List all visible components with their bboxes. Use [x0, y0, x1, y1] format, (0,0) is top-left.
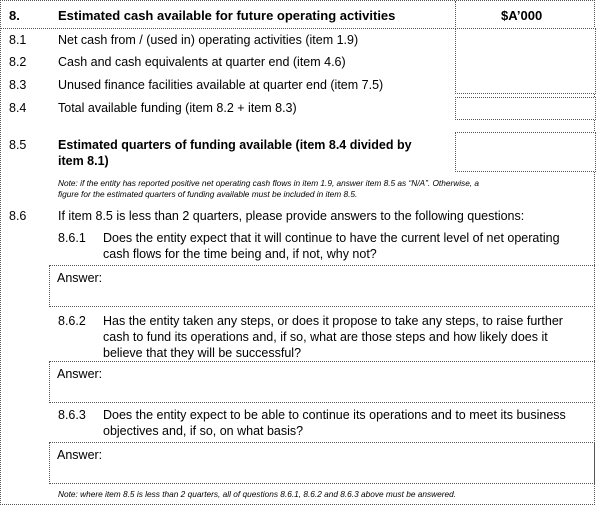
note-8-5-line2: figure for the estimated quarters of funding available must be included in item 8.5. [58, 189, 358, 199]
value-box-8-5[interactable] [455, 132, 596, 172]
question-number: 8.6.1 [58, 231, 86, 245]
question-number: 8.6.2 [58, 314, 86, 328]
item-8-5-label-line2: item 8.1) [58, 154, 109, 168]
section-number: 8. [9, 8, 20, 23]
note-8-5-line1: Note: if the entity has reported positive net operating cash flows in item 1.9, answer item 8.5 as “N/A”. Otherwise, a [58, 178, 480, 188]
value-box-8-4[interactable] [455, 97, 596, 120]
item-8-5-label-line1: Estimated quarters of funding available (item 8.4 divided by [58, 138, 412, 152]
answer-label: Answer: [57, 271, 103, 285]
item-label: Cash and cash equivalents at quarter end (item 4.6) [58, 55, 346, 69]
question-text-line: Has the entity taken any steps, or does it propose to take any steps, to raise further [103, 314, 563, 328]
item-number: 8.6 [9, 209, 27, 223]
answer-field-8-6-2[interactable] [49, 361, 595, 403]
question-number: 8.6.3 [58, 408, 86, 422]
item-number: 8.2 [9, 55, 27, 69]
item-number: 8.3 [9, 78, 27, 92]
item-label: Unused finance facilities available at quarter end (item 7.5) [58, 78, 384, 92]
note-8-6: Note: where item 8.5 is less than 2 quarters, all of questions 8.6.1, 8.6.2 and 8.6.3 above must be answered. [58, 489, 457, 499]
item-8-6-label: If item 8.5 is less than 2 quarters, please provide answers to the following questions: [58, 209, 525, 223]
item-label: Net cash from / (used in) operating activities (item 1.9) [58, 33, 359, 47]
question-text-line: objectives and, if so, on what basis? [103, 424, 304, 438]
value-box-8-1-to-8-3[interactable] [455, 28, 596, 94]
item-number: 8.1 [9, 33, 27, 47]
item-label: Total available funding (item 8.2 + item 8.3) [58, 101, 297, 115]
item-number: 8.5 [9, 138, 27, 152]
answer-field-8-6-1[interactable] [49, 265, 595, 307]
item-number: 8.4 [9, 101, 27, 115]
answer-label: Answer: [57, 448, 103, 462]
answer-field-8-6-3[interactable] [49, 442, 595, 484]
section-title: Estimated cash available for future operating activities [58, 8, 396, 23]
question-text-line: believe that they will be successful? [103, 346, 302, 360]
question-text-line: Does the entity expect to be able to continue its operations and to meet its business [103, 408, 566, 422]
question-text-line: cash to fund its operations and, if so, what are those steps and how likely does it [103, 330, 548, 344]
unit-label: $A’000 [501, 8, 543, 23]
section-header [1, 1, 596, 29]
question-text-line: cash flows for the time being and, if not, why not? [103, 247, 377, 261]
question-text-line: Does the entity expect that it will continue to have the current level of net operating [103, 231, 560, 245]
answer-label: Answer: [57, 367, 103, 381]
